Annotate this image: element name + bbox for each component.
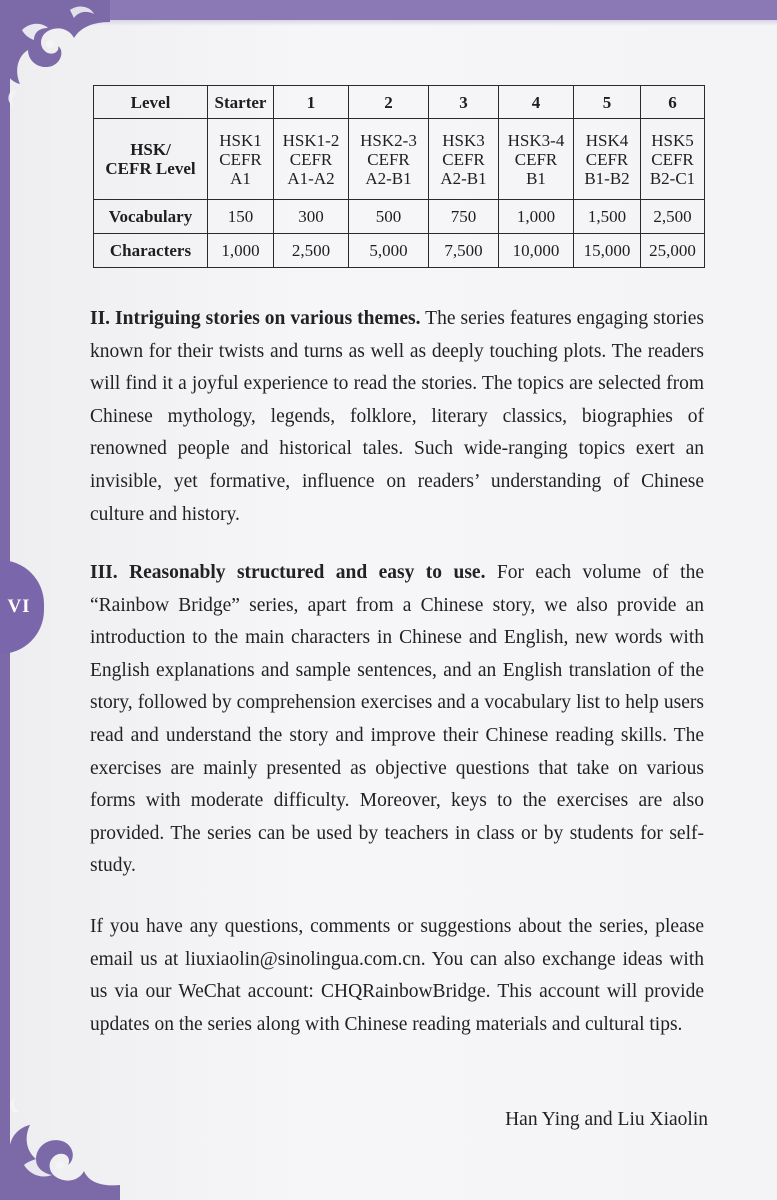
page-number: VI bbox=[7, 596, 31, 617]
table-cell: HSK1 CEFR A1 bbox=[208, 119, 274, 200]
section-body: The series features engaging stories known for their twists and turns as well as deeply touching plots. The readers will find it a joyful experience to read the stories. The topics are selected from Chinese mythology, legends, folklore, literary classics, biographies of renowned people and historical tales. Such wide-ranging topics exert an invisible, yet formative, influence on readers’ understanding of Chinese culture and history. bbox=[90, 308, 704, 525]
table-cell: 10,000 bbox=[499, 234, 574, 268]
header-cell: 3 bbox=[429, 86, 499, 119]
table-cell: 15,000 bbox=[574, 234, 641, 268]
header-cell: 2 bbox=[349, 86, 429, 119]
table-cell: 150 bbox=[208, 200, 274, 234]
header-cell: 1 bbox=[274, 86, 349, 119]
table-cell: 1,000 bbox=[208, 234, 274, 268]
contact-body: If you have any questions, comments or suggestions about the series, please email us at liuxiaolin@sinolingua.com.cn. You can also exchange ideas with us via our WeChat account: CHQRainbowBridge. This account will provide updates on the series along with Chinese reading materials and cultural tips. bbox=[90, 916, 704, 1035]
row-label: HSK/ CEFR Level bbox=[94, 119, 208, 200]
table-cell: HSK5 CEFR B2-C1 bbox=[641, 119, 705, 200]
table-row-hsk-cefr bbox=[94, 119, 705, 200]
section-body: For each volume of the “Rainbow Bridge” series, apart from a Chinese story, we also provide an introduction to the main characters in Chinese and English, new words with English explanations and sample sentences, and an English translation of the story, followed by comprehension exercises and a vocabulary list to help users read and understand the story and improve their Chinese reading skills. The exercises are mainly presented as objective questions that take on various forms with moderate difficulty. Moreover, keys to the exercises are also provided. The series can be used by teachers in class or by students for self-study. bbox=[90, 562, 704, 877]
table-cell: 2,500 bbox=[274, 234, 349, 268]
header-cell: Starter bbox=[208, 86, 274, 119]
corner-ornament-bottom-icon bbox=[0, 1095, 120, 1200]
table-cell: 2,500 bbox=[641, 200, 705, 234]
table-cell: 7,500 bbox=[429, 234, 499, 268]
section-stories-paragraph bbox=[90, 303, 704, 531]
table-cell: HSK4 CEFR B1-B2 bbox=[574, 119, 641, 200]
header-cell: 4 bbox=[499, 86, 574, 119]
table-row-characters bbox=[94, 234, 705, 268]
row-label: Vocabulary bbox=[94, 200, 208, 234]
table-cell: HSK2-3 CEFR A2-B1 bbox=[349, 119, 429, 200]
table-cell: 300 bbox=[274, 200, 349, 234]
top-band-shadow bbox=[0, 20, 777, 26]
author-signature: Han Ying and Liu Xiaolin bbox=[505, 1109, 708, 1130]
section-heading: II. Intriguing stories on various themes. bbox=[90, 308, 421, 329]
header-cell: 6 bbox=[641, 86, 705, 119]
header-cell: 5 bbox=[574, 86, 641, 119]
hsk-levels-table bbox=[93, 85, 705, 268]
table-cell: 500 bbox=[349, 200, 429, 234]
table-header-row bbox=[94, 86, 705, 119]
contact-paragraph bbox=[90, 911, 704, 1041]
table-cell: HSK3-4 CEFR B1 bbox=[499, 119, 574, 200]
table-cell: 5,000 bbox=[349, 234, 429, 268]
table-row-vocabulary bbox=[94, 200, 705, 234]
section-heading: III. Reasonably structured and easy to use. bbox=[90, 562, 486, 583]
table-cell: HSK1-2 CEFR A1-A2 bbox=[274, 119, 349, 200]
row-label: Characters bbox=[94, 234, 208, 268]
table-cell: 750 bbox=[429, 200, 499, 234]
header-cell: Level bbox=[94, 86, 208, 119]
table-cell: 1,000 bbox=[499, 200, 574, 234]
table-cell: 1,500 bbox=[574, 200, 641, 234]
section-structure-paragraph bbox=[90, 557, 704, 883]
table-cell: HSK3 CEFR A2-B1 bbox=[429, 119, 499, 200]
top-border-band bbox=[0, 0, 777, 20]
table-cell: 25,000 bbox=[641, 234, 705, 268]
